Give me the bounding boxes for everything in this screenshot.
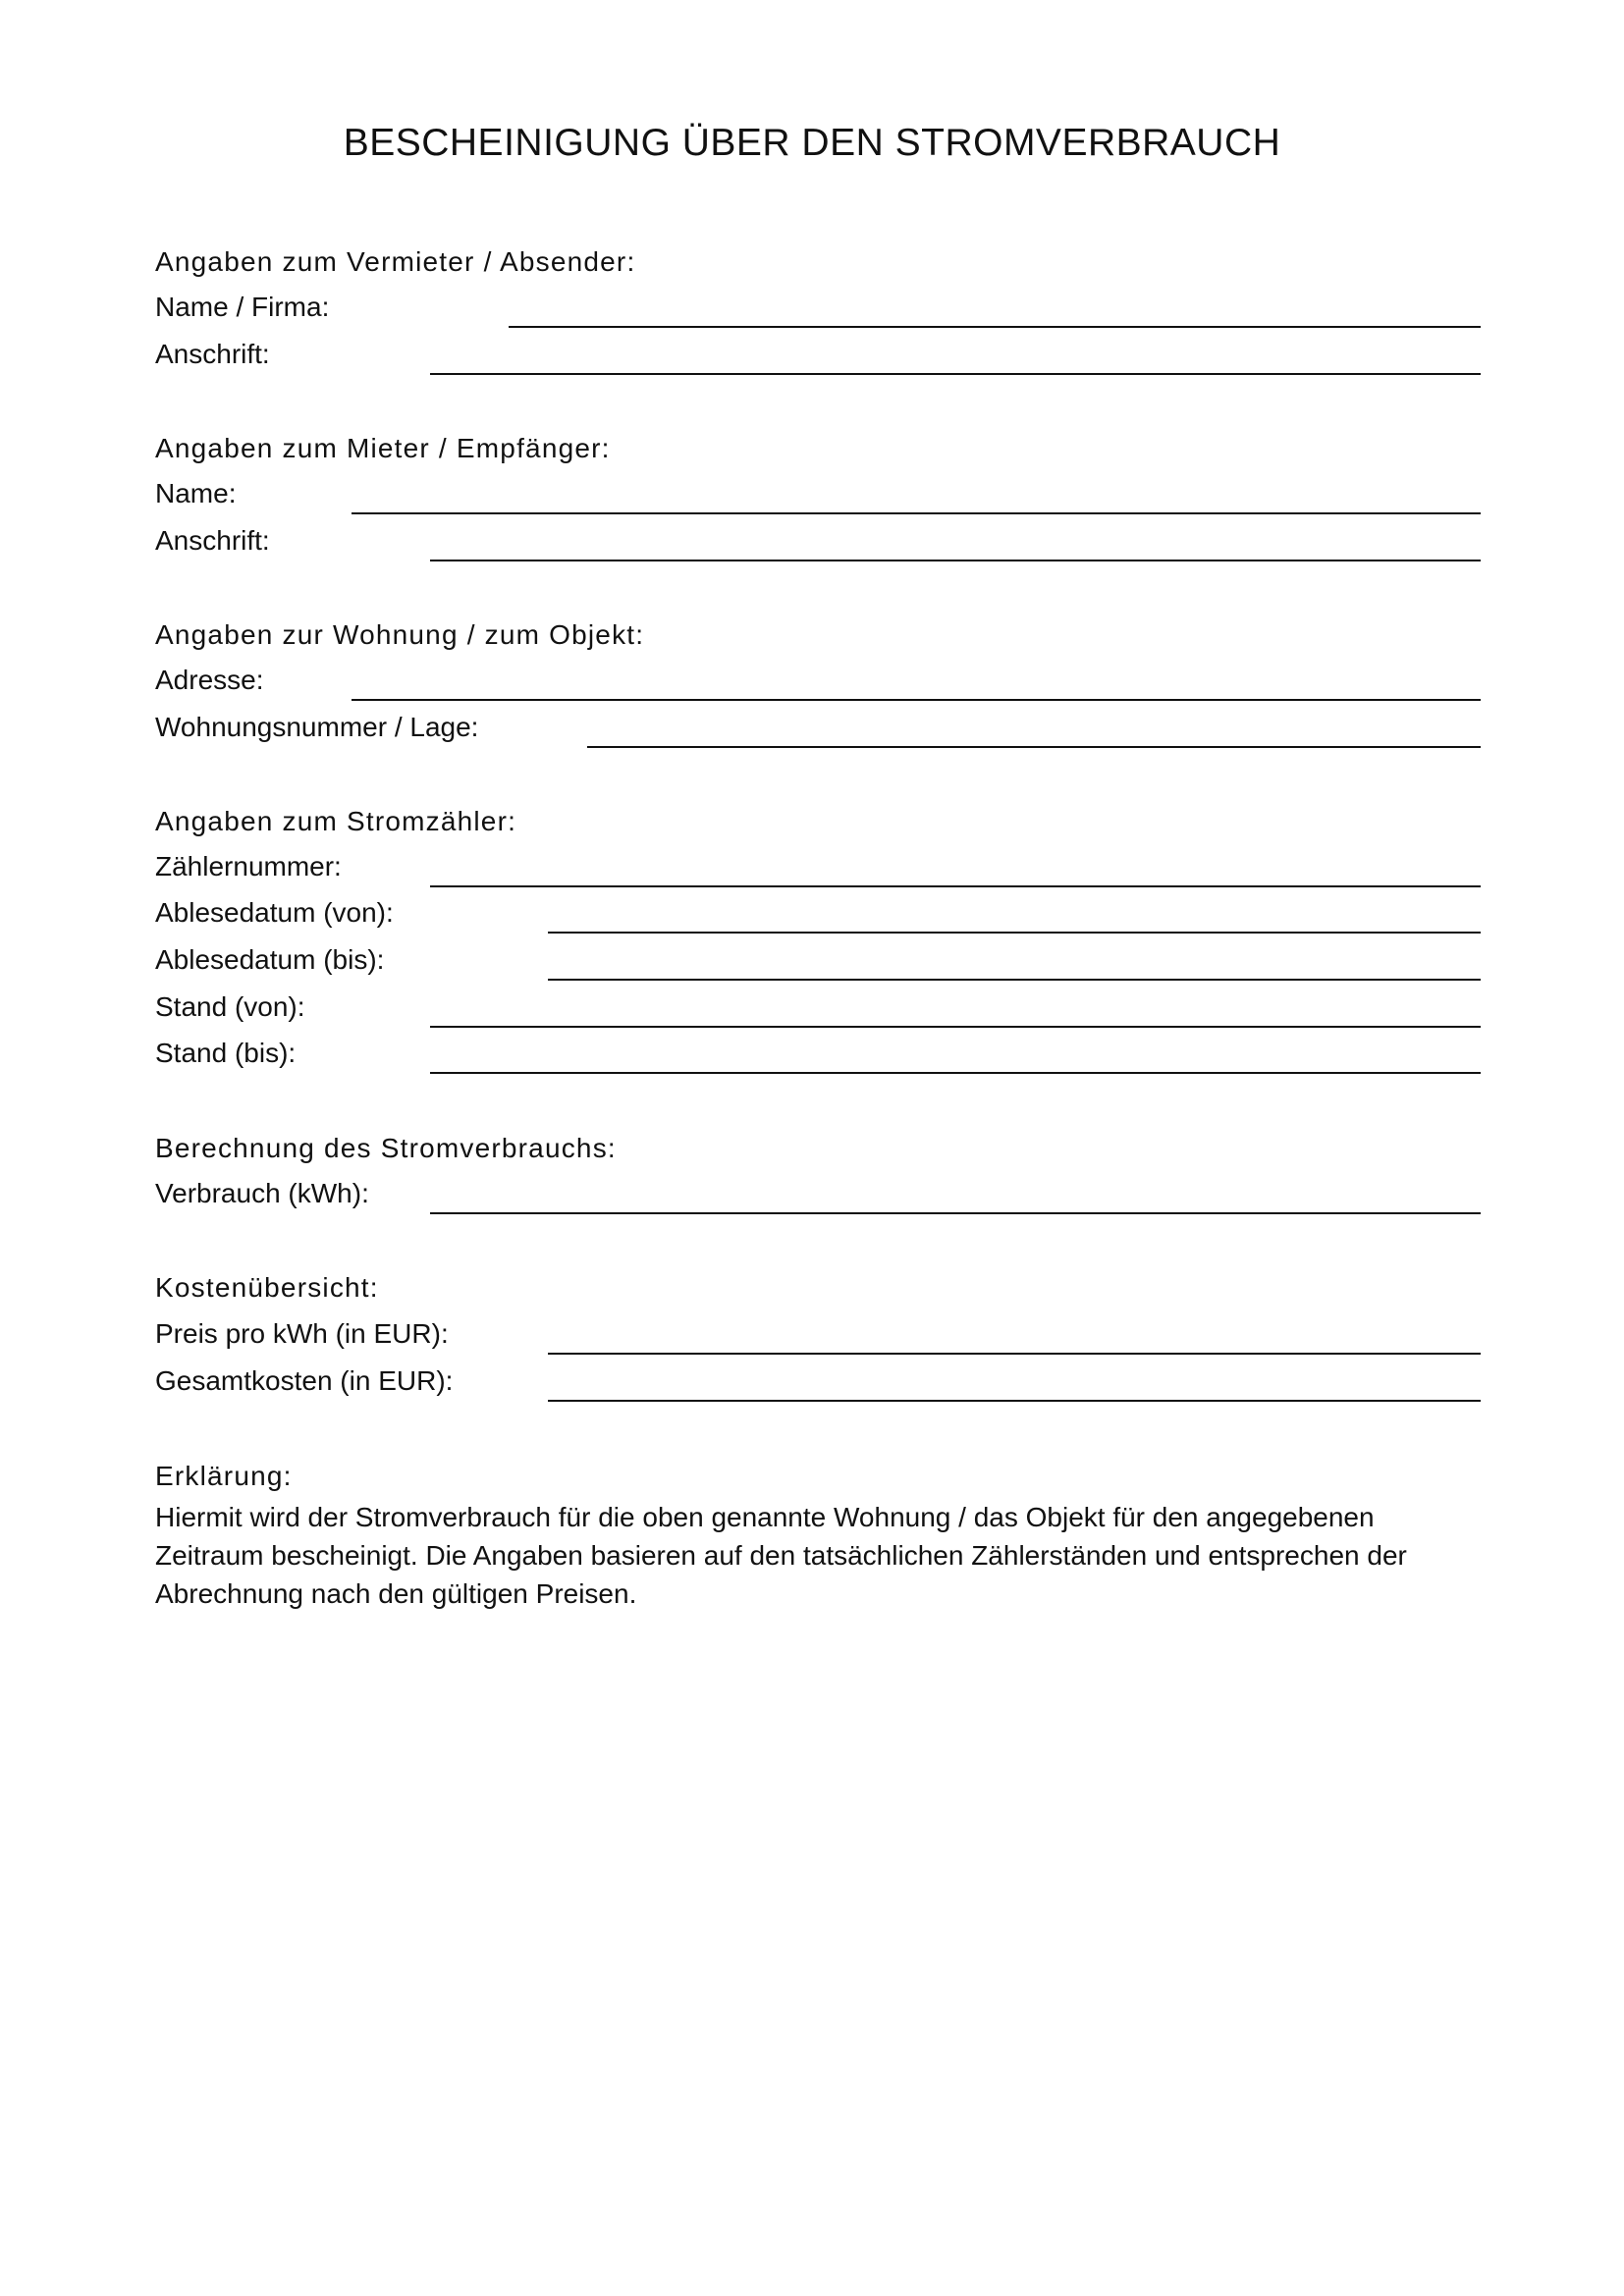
consumption-row <box>155 1175 1481 1214</box>
tenant-address-row <box>155 522 1481 561</box>
meter-number-label: Zählernummer: <box>155 851 342 881</box>
tenant-name-field[interactable] <box>352 512 1481 514</box>
consumption-field[interactable] <box>430 1212 1481 1214</box>
read-date-to-row <box>155 941 1481 981</box>
read-date-from-label: Ablesedatum (von): <box>155 897 394 928</box>
tenant-name-row <box>155 475 1481 514</box>
declaration-text: Hiermit wird der Stromverbrauch für die oben genannte Wohnung / das Objekt für den angegebenen Zeitraum bescheinigt. Die Angaben basieren auf den tatsächlichen Zählerständen und entsprechen der Abrechnung nach den gültigen Preisen. <box>155 1502 1407 1609</box>
reading-to-label: Stand (bis): <box>155 1038 297 1068</box>
read-date-to-field[interactable] <box>548 979 1481 981</box>
read-date-from-row <box>155 894 1481 934</box>
price-label: Preis pro kWh (in EUR): <box>155 1318 449 1349</box>
landlord-address-row <box>155 336 1481 375</box>
consumption-label: Verbrauch (kWh): <box>155 1178 369 1208</box>
property-unit-row <box>155 709 1481 748</box>
document-title: BESCHEINIGUNG ÜBER DEN STROMVERBRAUCH <box>343 122 1281 164</box>
landlord-name-row <box>155 289 1481 328</box>
reading-from-row <box>155 988 1481 1028</box>
property-address-field[interactable] <box>352 699 1481 701</box>
read-date-from-field[interactable] <box>548 932 1481 934</box>
tenant-address-label: Anschrift: <box>155 525 270 556</box>
reading-to-row <box>155 1035 1481 1074</box>
meter-heading: Angaben zum Stromzähler: <box>155 806 517 836</box>
landlord-name-label: Name / Firma: <box>155 292 330 322</box>
landlord-name-field[interactable] <box>509 326 1481 328</box>
property-address-label: Adresse: <box>155 665 264 695</box>
meter-number-row <box>155 848 1481 887</box>
costs-heading: Kostenübersicht: <box>155 1272 379 1303</box>
price-row <box>155 1315 1481 1355</box>
property-address-row <box>155 662 1481 701</box>
meter-number-field[interactable] <box>430 885 1481 887</box>
tenant-name-label: Name: <box>155 478 237 508</box>
tenant-heading: Angaben zum Mieter / Empfänger: <box>155 433 611 463</box>
total-cost-row <box>155 1362 1481 1402</box>
property-unit-label: Wohnungsnummer / Lage: <box>155 712 479 742</box>
total-cost-field[interactable] <box>548 1400 1481 1402</box>
declaration-heading: Erklärung: <box>155 1461 293 1491</box>
property-heading: Angaben zur Wohnung / zum Objekt: <box>155 619 645 650</box>
total-cost-label: Gesamtkosten (in EUR): <box>155 1365 454 1396</box>
reading-from-label: Stand (von): <box>155 991 305 1022</box>
calculation-heading: Berechnung des Stromverbrauchs: <box>155 1133 617 1163</box>
property-unit-field[interactable] <box>587 746 1481 748</box>
landlord-address-label: Anschrift: <box>155 339 270 369</box>
read-date-to-label: Ablesedatum (bis): <box>155 944 385 975</box>
tenant-address-field[interactable] <box>430 560 1481 561</box>
reading-to-field[interactable] <box>430 1072 1481 1074</box>
landlord-address-field[interactable] <box>430 373 1481 375</box>
price-field[interactable] <box>548 1353 1481 1355</box>
landlord-heading: Angaben zum Vermieter / Absender: <box>155 246 636 277</box>
reading-from-field[interactable] <box>430 1026 1481 1028</box>
